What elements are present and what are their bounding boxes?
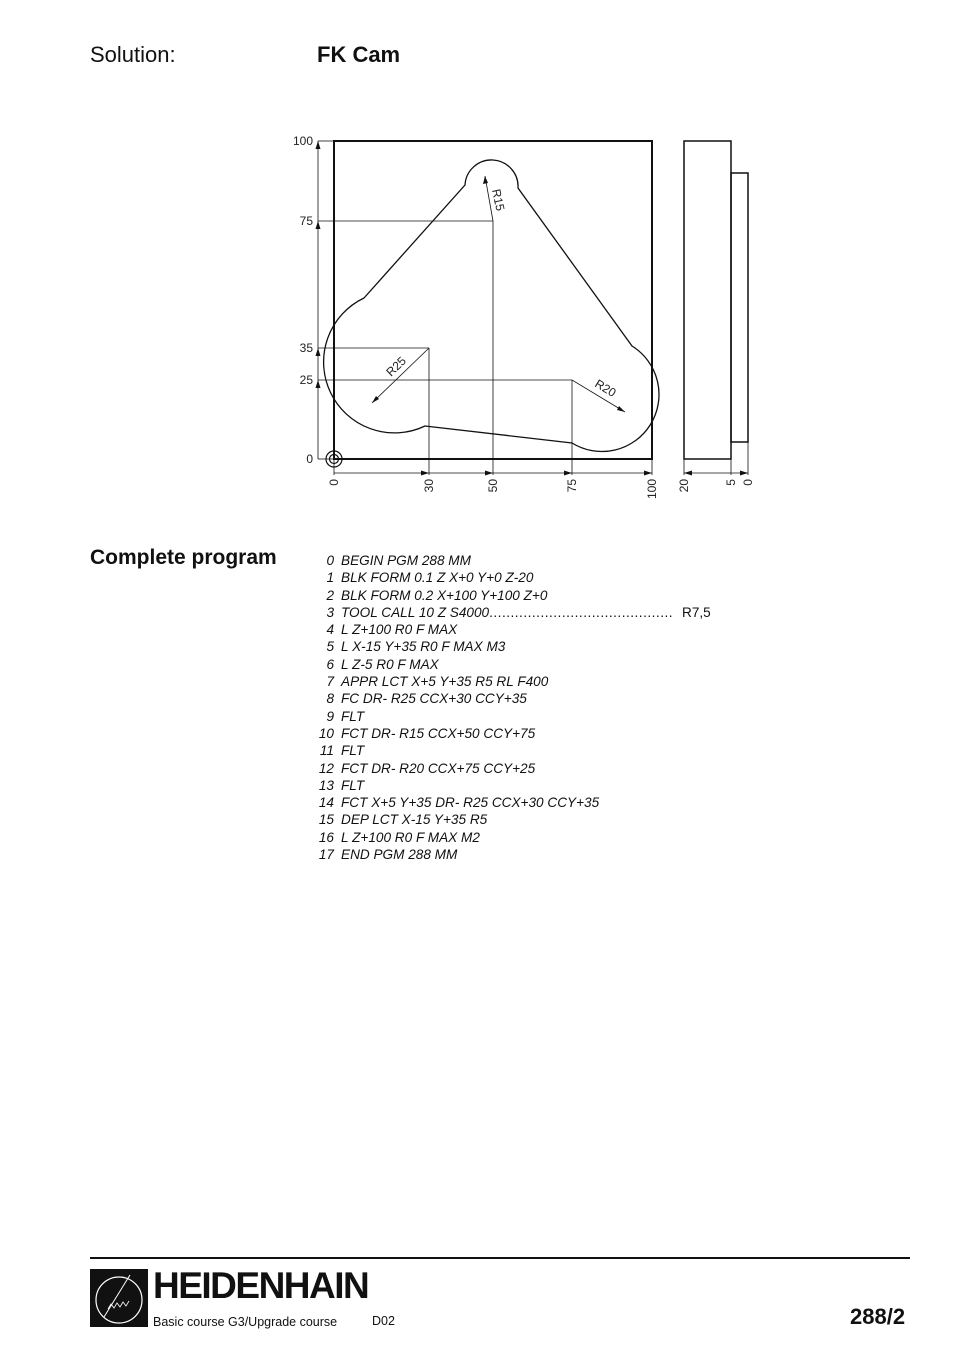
program-line [300,829,673,846]
side-label-5: 5 [724,479,738,486]
line-number: 11 [319,743,334,759]
program-line [300,638,673,655]
radius-label-r25: R25 [383,353,409,380]
line-number: 12 [318,760,334,776]
line-number: 5 [326,639,334,655]
radius-label-r20: R20 [592,376,619,400]
exercise-title: FK Cam [317,42,401,67]
program-line [300,552,673,569]
program-line [300,811,673,828]
radius-label-r15: R15 [489,187,508,213]
program-line [300,569,673,586]
line-number: 10 [318,725,334,741]
side-view-outline [684,141,731,459]
x-label-75: 75 [565,479,579,493]
y-label-25: 25 [299,373,313,387]
x-label-100: 100 [645,479,659,500]
complete-program-heading: Complete program [90,546,277,569]
line-code: END PGM 288 MM [341,847,458,863]
line-code: FLT [341,777,365,793]
line-number: 16 [318,829,334,845]
line-code: FCT X+5 Y+35 DR- R25 CCX+30 CCY+35 [341,795,600,811]
x-label-50: 50 [486,479,500,493]
program-line [300,760,673,777]
x-label-30: 30 [422,479,436,493]
line-code: L X-15 Y+35 R0 F MAX M3 [341,639,506,655]
side-label-20: 20 [677,479,691,493]
line-number: 4 [326,622,334,638]
solution-label: Solution: [90,42,176,67]
line-code: BLK FORM 0.1 Z X+0 Y+0 Z-20 [341,570,534,586]
page-number: 288/2 [850,1304,906,1329]
program-listing [300,552,711,863]
technical-drawing [280,128,780,508]
line-number: 15 [318,812,334,828]
line-code: BLK FORM 0.2 X+100 Y+100 Z+0 [341,587,548,603]
line-code: L Z+100 R0 F MAX [341,622,458,638]
line-number: 3 [326,604,334,620]
line-code: FCT DR- R20 CCX+75 CCY+25 [341,760,536,776]
line-number: 9 [326,708,334,724]
course-name: Basic course G3/Upgrade course [153,1315,338,1329]
line-number: 14 [318,795,334,811]
program-line [300,794,673,811]
line-code: FCT DR- R15 CCX+50 CCY+75 [341,725,536,741]
program-line [300,708,673,725]
cam-contour [324,160,659,452]
line-code: APPR LCT X+5 Y+35 R5 RL F400 [341,674,549,690]
line-number: 13 [318,777,334,793]
program-line [300,690,673,707]
line-note: R7,5 [682,604,711,620]
line-number: 0 [326,553,334,568]
program-line [300,604,711,621]
leader-dots: ........................................... [489,604,674,620]
brand-name: HEIDENHAIN [153,1265,369,1306]
line-number: 8 [326,691,334,707]
program-line [300,846,673,863]
y-label-35: 35 [299,341,313,355]
program-line [300,725,673,742]
line-code: DEP LCT X-15 Y+35 R5 [341,812,488,828]
line-code: L Z+100 R0 F MAX M2 [341,829,480,845]
line-number: 2 [326,587,334,603]
line-code: TOOL CALL 10 Z S4000 [341,604,490,620]
side-label-0: 0 [741,479,755,486]
document-code: D02 [372,1314,395,1328]
line-code: FLT [341,708,365,724]
program-line [300,742,673,759]
x-label-0: 0 [327,479,341,486]
line-code: L Z-5 R0 F MAX [341,656,439,672]
line-number: 6 [326,656,334,672]
line-number: 1 [326,570,334,586]
line-number: 7 [326,674,334,690]
line-code: FC DR- R25 CCX+30 CCY+35 [341,691,527,707]
footer-divider [90,1257,910,1259]
program-line [300,673,673,690]
heidenhain-logo-icon [90,1269,148,1327]
line-code: FLT [341,743,365,759]
program-line [300,777,673,794]
line-code: BEGIN PGM 288 MM [341,553,471,568]
line-number: 17 [318,847,334,863]
program-line [300,621,673,638]
y-label-75: 75 [299,214,313,228]
program-line [300,656,673,673]
y-label-0: 0 [306,452,313,466]
program-line [300,587,673,604]
y-label-100: 100 [292,134,313,148]
